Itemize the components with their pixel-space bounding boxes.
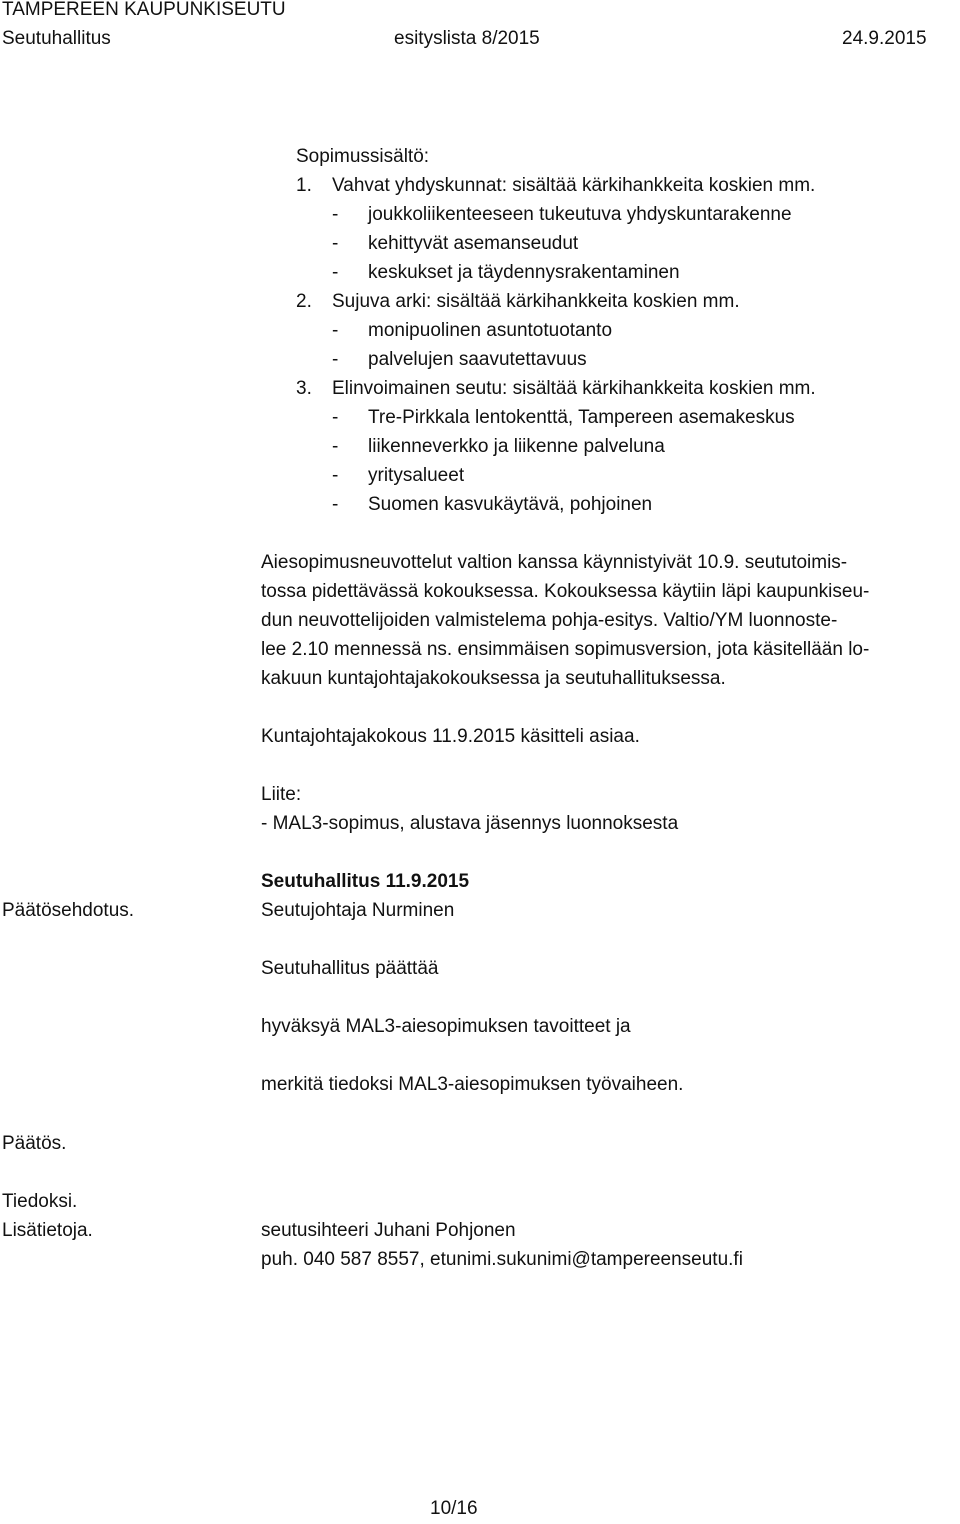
agenda-date: 24.9.2015 [842, 28, 927, 49]
paragraph-line: tossa pidettävässä kokouksessa. Kokouksessa käytiin läpi kaupunkiseu- [261, 581, 870, 602]
attachment-label: Liite: [261, 784, 302, 805]
sub-dash: - [332, 262, 339, 283]
sub-item: Tre-Pirkkala lentokenttä, Tampereen asemakeskus [368, 407, 795, 428]
paragraph-line: dun neuvottelijoiden valmistelema pohja-esitys. Valtio/YM luonnoste- [261, 610, 838, 631]
item-number: 3. [296, 378, 312, 399]
paragraph-line: kakuun kuntajohtajakokouksessa ja seutuhallituksessa. [261, 668, 726, 689]
item-text: Vahvat yhdyskunnat: sisältää kärkihankkeita koskien mm. [332, 175, 816, 196]
paragraph-line: lee 2.10 mennessä ns. ensimmäisen sopimusversion, jota käsitellään lo- [261, 639, 870, 660]
proposal-presenter: Seutujohtaja Nurminen [261, 900, 455, 921]
sub-dash: - [332, 494, 339, 515]
sub-item: joukkoliikenteeseen tukeutuva yhdyskuntarakenne [368, 204, 792, 225]
sub-item: yritysalueet [368, 465, 465, 486]
proposal-side-label: Päätösehdotus. [2, 900, 135, 921]
sub-item: Suomen kasvukäytävä, pohjoinen [368, 494, 653, 515]
sub-item: keskukset ja täydennysrakentaminen [368, 262, 680, 283]
lisatietoja-label: Lisätietoja. [2, 1220, 93, 1241]
sub-dash: - [332, 204, 339, 225]
sub-dash: - [332, 233, 339, 254]
sub-dash: - [332, 465, 339, 486]
sub-item: monipuolinen asuntotuotanto [368, 320, 613, 341]
governing-body: Seutuhallitus [2, 28, 111, 49]
proposal-decision-2: merkitä tiedoksi MAL3-aiesopimuksen työvaiheen. [261, 1074, 684, 1095]
sub-item: liikenneverkko ja liikenne palveluna [368, 436, 665, 457]
contact-person: seutusihteeri Juhani Pohjonen [261, 1220, 516, 1241]
sub-dash: - [332, 320, 339, 341]
organization-name: TAMPEREEN KAUPUNKISEUTU [2, 0, 286, 20]
contract-heading: Sopimussisältö: [296, 146, 430, 167]
item-text: Elinvoimainen seutu: sisältää kärkihankkeita koskien mm. [332, 378, 816, 399]
sub-dash: - [332, 407, 339, 428]
proposal-decides: Seutuhallitus päättää [261, 958, 439, 979]
item-text: Sujuva arki: sisältää kärkihankkeita koskien mm. [332, 291, 740, 312]
sub-dash: - [332, 349, 339, 370]
page-number: 10/16 [430, 1498, 478, 1519]
sub-item: palvelujen saavutettavuus [368, 349, 587, 370]
tiedoksi-label: Tiedoksi. [2, 1191, 78, 1212]
proposal-decision-1: hyväksyä MAL3-aiesopimuksen tavoitteet ja [261, 1016, 631, 1037]
sub-dash: - [332, 436, 339, 457]
item-number: 1. [296, 175, 312, 196]
agenda-number: esityslista 8/2015 [394, 28, 540, 49]
proposal-meeting: Seutuhallitus 11.9.2015 [261, 871, 470, 892]
sub-item: kehittyvät asemanseudut [368, 233, 579, 254]
attachment-item: - MAL3-sopimus, alustava jäsennys luonnoksesta [261, 813, 679, 834]
item-number: 2. [296, 291, 312, 312]
decision-label: Päätös. [2, 1133, 67, 1154]
meeting-note: Kuntajohtajakokous 11.9.2015 käsitteli asiaa. [261, 726, 640, 747]
paragraph-line: Aiesopimusneuvottelut valtion kanssa käynnistyivät 10.9. seututoimis- [261, 552, 848, 573]
contact-details: puh. 040 587 8557, etunimi.sukunimi@tampereenseutu.fi [261, 1249, 743, 1270]
